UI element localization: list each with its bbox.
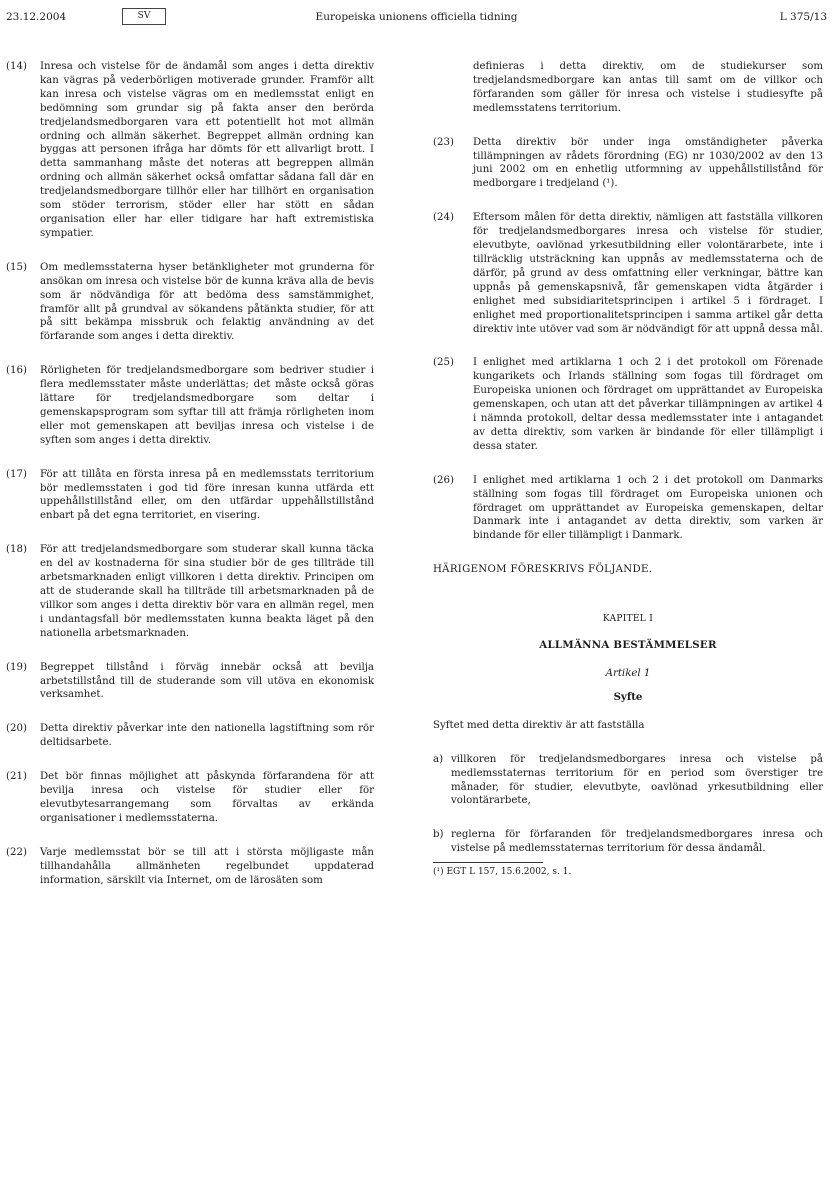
recital-text: För att tillåta en första inresa på en medlemsstats territorium bör medlemsstaten i god tid före inresan kunna utfärda ett uppehållstillstånd eller, om den utfärdar uppehållstillstånd enbart på det egna territoriet, en visering.	[40, 468, 374, 522]
language-badge: SV	[122, 8, 166, 25]
recital-15	[6, 261, 374, 344]
recital-number: (25)	[433, 357, 454, 369]
item-letter: b)	[433, 829, 444, 841]
item-text: reglerna för förfaranden för tredjelandsmedborgares inresa och vistelse på medlemsstaternas territorium för dessa ändamål.	[451, 829, 823, 855]
footnote-divider	[433, 862, 543, 863]
recital-text: För att tredjelandsmedborgare som studerar skall kunna täcka en del av kostnaderna för sina studier bör de ges tillträde till arbetsmarknaden enligt villkoren i detta direktiv. Principen om att de studerande skall ha tillträde till arbetsmarknaden på de villkor som anges i detta direktiv bör vara en allmän regel, men i undantagsfall bör medlemsstaten kunna beakta läget på den nationella arbetsmarknaden.	[40, 544, 374, 639]
recital-text: Inresa och vistelse för de ändamål som anges i detta direktiv kan vägras på vederbörligen motiverade grunder. Framför allt kan inresa och vistelse vägras om en medlemsstat enligt en bedömning som grundar sig på fakta anser den berörda tredjelandsmedborgaren vara ett potentiellt hot mot allmän ordning och allmän säkerhet. Begreppet allmän ordning kan byggas att personen ifråga har dömts för ett allvarligt brott. I detta sammanhang måste det noteras att begreppen allmän ordning och allmän säkerhet också omfattar sådana fall där en tredjelandsmedborgare tillhör eller har tillhört en organisation som stöder terrorism, stöder eller har stött en sådan organisation eller har eller tidigare har haft extremistiska sympatier.	[40, 61, 374, 239]
recital-24	[433, 211, 823, 336]
recital-23	[433, 136, 823, 192]
recital-text: Rörligheten för tredjelandsmedborgare som bedriver studier i flera medlemsstater måste underlättas; det måste också göras lättare för tredjelandsmedborgare som deltar i gemenskapsprogram som syftar till att främja rörligheten inom eller mot gemenskapen att beviljas inresa och vistelse i de syften som anges i detta direktiv.	[40, 365, 374, 446]
journal-title: Europeiska unionens officiella tidning	[315, 11, 518, 23]
recital-16	[6, 364, 374, 447]
page-reference: L 375/13	[779, 11, 827, 23]
recital-text: I enlighet med artiklarna 1 och 2 i det protokoll om Förenade kungarikets och Irlands ställning som fogas till fördraget om Europeiska unionen och fördraget om upprättandet av Europeiska gemenskapen, och utan att det påverkar tillämpningen av artikel 4 i nämnda protokoll, deltar dessa medlemsstater inte i antagandet av detta direktiv, som varken är bindande för eller tillämpligt i dessa stater.	[473, 357, 823, 452]
recital-text: Det bör finnas möjlighet att påskynda förfarandena för att bevilja inresa och vistelse för studier eller för elevutbytesarrangemang som förvaltas av erkända organisationer i medlemsstaterna.	[40, 771, 374, 824]
page-header	[6, 8, 827, 30]
recital-17	[6, 468, 374, 524]
recital-number: (18)	[6, 544, 27, 556]
recital-number: (17)	[6, 468, 27, 480]
recital-number: (14)	[6, 61, 27, 72]
recital-14	[6, 60, 374, 241]
recital-19	[6, 661, 374, 703]
article-title: Syfte	[613, 690, 643, 703]
recital-text: Varje medlemsstat bör se till att i största möjligaste mån tillhandahålla allmänheten regelbundet uppdaterad information, särskilt via Internet, om de lärosäten som	[40, 846, 374, 886]
recital-number: (20)	[6, 723, 27, 735]
chapter-number: KAPITEL I	[602, 614, 654, 625]
recital-number: (19)	[6, 661, 27, 673]
recital-number: (15)	[6, 261, 27, 273]
recital-number: (16)	[6, 365, 27, 377]
recital-number: (26)	[433, 474, 454, 486]
item-letter: a)	[433, 753, 444, 765]
recital-22-continuation: definieras i detta direktiv, om de studiekurser som tredjelandsmedborgare kan antas till samt om de villkor och förfaranden som gäller för inresa och vistelse i studiesyfte på medlemsstatens territorium.	[473, 61, 823, 114]
recital-text: Begreppet tillstånd i förväg innebär också att bevilja arbetstillstånd till de studerande som vill utöva en ekonomisk verksamhet.	[40, 661, 374, 701]
recital-26	[433, 474, 823, 544]
recital-25	[433, 356, 823, 453]
recital-21	[6, 770, 374, 826]
item-text: villkoren för tredjelandsmedborgares inresa och vistelse på medlemsstaternas territorium för en period som överstiger tre månader, för studier, elevutbyte, oavlönad yrkesutbildning eller volontärarbete,	[451, 753, 823, 807]
recital-text: I enlighet med artiklarna 1 och 2 i det protokoll om Danmarks ställning som fogas till fördraget om Europeiska unionen och fördraget om upprättandet av Europeiska gemenskapen, deltar Danmark inte i antagandet av detta direktiv, som varken är bindande för eller tillämpligt i Danmark.	[473, 474, 823, 542]
left-column	[6, 60, 374, 908]
recital-text: Detta direktiv bör under inga omständigheter påverka tillämpningen av rådets förordning (EG) nr 1030/2002 av den 13 juni 2002 om en enhetlig utformning av uppehållstillstånd för medborgare i tredjeland (¹).	[473, 136, 823, 190]
recital-number: (21)	[6, 771, 27, 783]
article-item-b	[433, 828, 823, 856]
recital-text: Om medlemsstaterna hyser betänkligheter mot grunderna för ansökan om inresa och vistelse bör de kunna kräva alla de bevis som är nödvändiga för att bedöma dess samstämmighet, framför allt på grundval av sökandens påtänkta studier, för att på sitt bekämpa missbruk och felaktig användning av det förfarande som anges i detta direktiv.	[40, 261, 374, 343]
right-column	[433, 60, 823, 880]
article-number: Artikel 1	[605, 668, 651, 679]
publication-date: 23.12.2004	[6, 11, 67, 23]
article-item-a	[433, 753, 823, 809]
recital-18	[6, 543, 374, 640]
footnote: (¹) EGT L 157, 15.6.2002, s. 1.	[433, 867, 572, 878]
recital-number: (22)	[6, 846, 27, 858]
recital-number: (24)	[433, 212, 454, 224]
recital-number: (23)	[433, 136, 454, 148]
enacting-formula: HÄRIGENOM FÖRESKRIVS FÖLJANDE.	[433, 564, 653, 576]
recital-text: Eftersom målen för detta direktiv, nämligen att fastställa villkoren för tredjelandsmedborgares inresa och vistelse för studier, elevutbyte, oavlönad yrkesutbildning eller volontärarbete, inte i tillräcklig utsträckning kan uppnås av medlemsstaterna och de därför, på grund av dess omfattning eller verkningar, bättre kan uppnås på gemenskapsnivå, får gemenskapen vidta åtgärder i enlighet med subsidiaritetsprincipen i artikel 5 i fördraget. I enlighet med proportionalitetsprincipen i samma artikel går detta direktiv inte utöver vad som är nödvändigt för att uppnå dessa mål.	[473, 212, 823, 335]
recital-22	[6, 846, 374, 888]
chapter-title: ALLMÄNNA BESTÄMMELSER	[539, 639, 717, 652]
recital-text: Detta direktiv påverkar inte den nationella lagstiftning som rör deltidsarbete.	[40, 723, 374, 749]
recital-20	[6, 722, 374, 750]
article-intro: Syftet med detta direktiv är att fastställa	[433, 719, 645, 731]
